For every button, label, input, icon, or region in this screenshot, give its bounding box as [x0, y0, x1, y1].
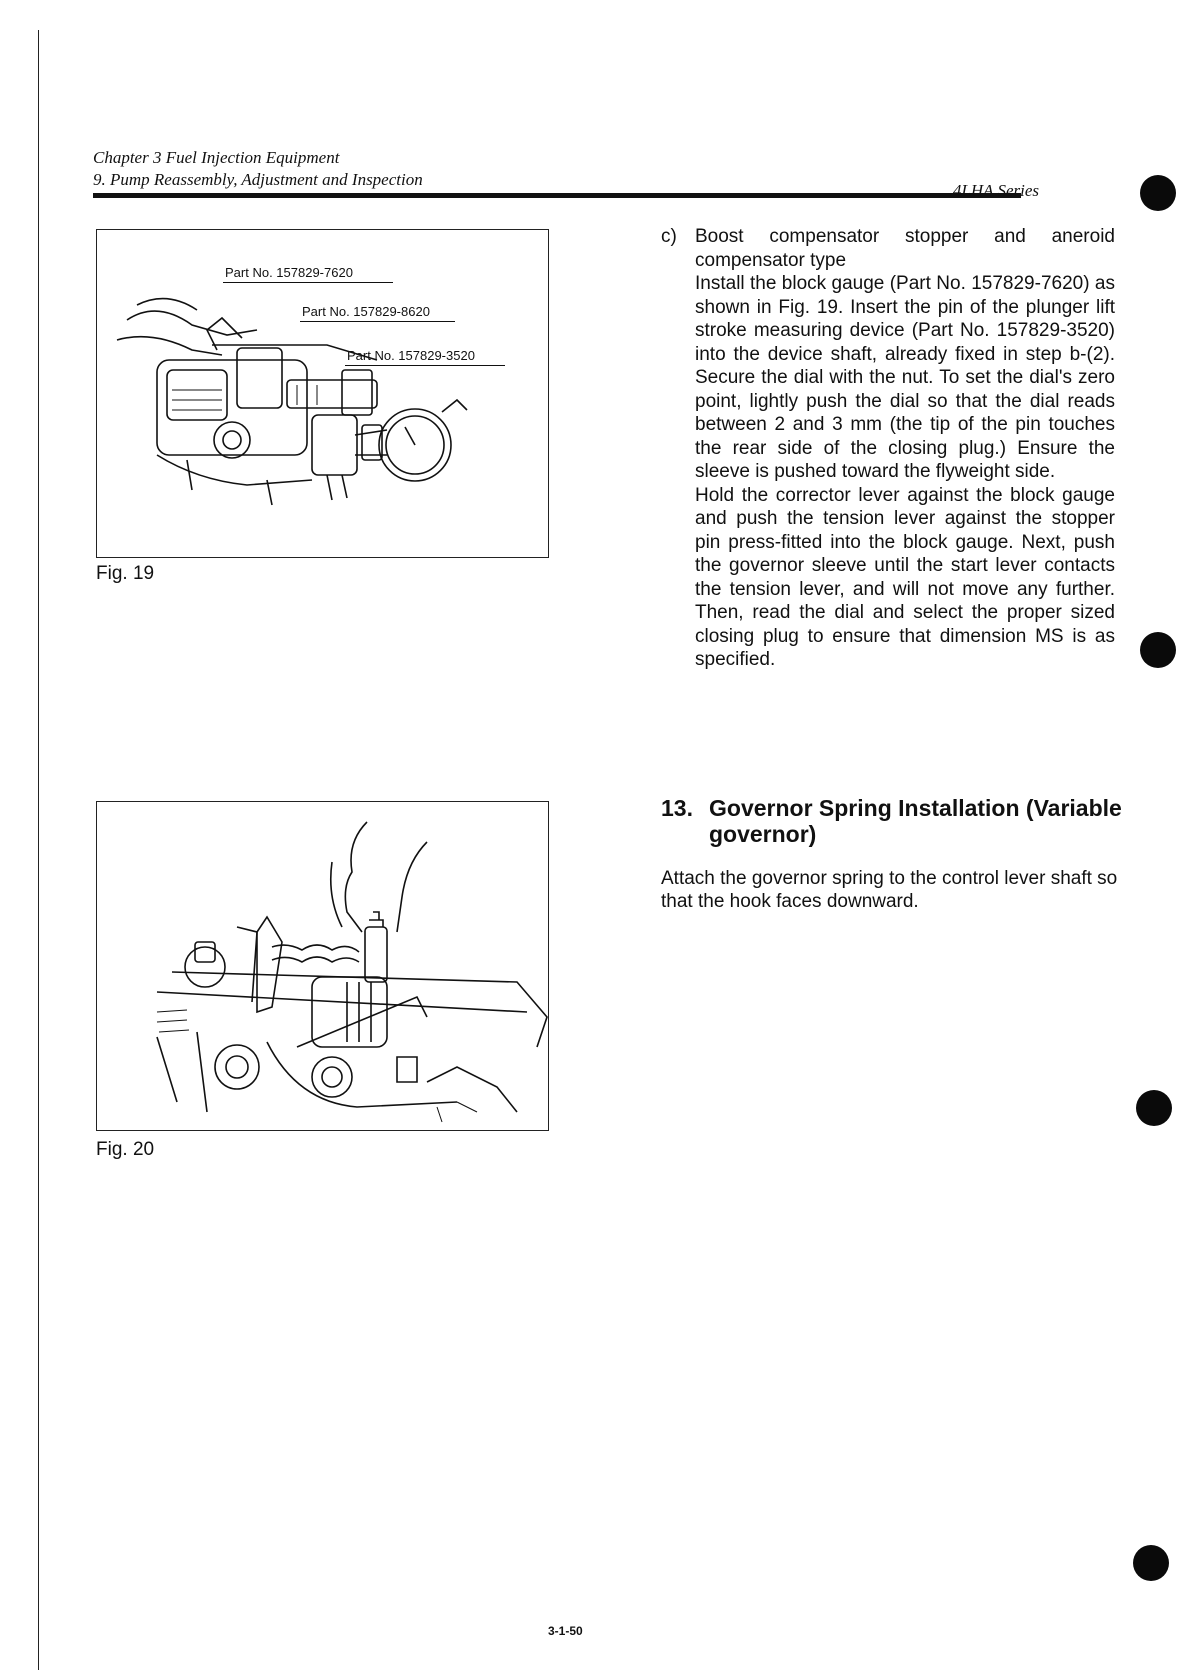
callout-part-8620: Part No. 157829-8620: [302, 304, 430, 319]
figure-19-caption: Fig. 19: [96, 563, 155, 584]
section-title: Governor Spring Installation (Variable governor): [709, 795, 1122, 847]
punch-hole-icon: [1133, 1545, 1169, 1581]
callout-part-7620: Part No. 157829-7620: [225, 265, 353, 280]
callout-leader: [300, 321, 455, 322]
page-number: 3-1-50: [548, 1624, 583, 1638]
header-rule: [93, 193, 1021, 198]
section-heading: 9. Pump Reassembly, Adjustment and Inspection: [93, 170, 423, 189]
chapter-heading: Chapter 3 Fuel Injection Equipment: [93, 148, 340, 167]
instruction-paragraph: Hold the corrector lever against the block gauge and push the tension lever against the stopper pin press-fitted into the block gauge. Next, push the governor sleeve until the start lever contacts the tension lever, and will not move any further. Then, read the dial and select the proper sized closing plug to ensure that dimension MS is as specified.: [695, 484, 1115, 670]
figure-19: [96, 229, 549, 558]
punch-hole-icon: [1140, 175, 1176, 211]
callout-leader: [345, 365, 505, 366]
callout-part-3520: Part No. 157829-3520: [347, 348, 475, 363]
series-label: 4LHA Series: [952, 181, 1039, 200]
figure-20-caption: Fig. 20: [96, 1139, 155, 1160]
callout-leader: [223, 282, 393, 283]
section-number: 13.: [661, 795, 693, 821]
governor-spring-installation-illustration: [97, 802, 548, 1130]
punch-hole-icon: [1136, 1090, 1172, 1126]
instruction-title: Boost compensator stopper and aneroid compensator type: [695, 226, 1115, 271]
instruction-label: c): [661, 226, 677, 247]
instruction-paragraph: Install the block gauge (Part No. 157829-7620) as shown in Fig. 19. Insert the pin of the plunger lift stroke measuring device (Part No. 157829-3520) into the device shaft, already fixed in step b-(2). Secure the dial with the nut. To set the dial's zero point, lightly push the dial so that the dial reads between 2 and 3 mm (the tip of the pin touches the rear side of the closing plug.) Ensure the sleeve is pushed toward the flyweight side.: [695, 273, 1115, 482]
figure-20: [96, 801, 549, 1131]
section-13-body: Attach the governor spring to the control lever shaft so that the hook faces downward.: [661, 868, 1118, 912]
binding-margin-rule: [38, 30, 39, 1670]
section-13-heading: [661, 795, 1129, 847]
punch-hole-icon: [1140, 632, 1176, 668]
instruction-c: [661, 225, 1115, 672]
